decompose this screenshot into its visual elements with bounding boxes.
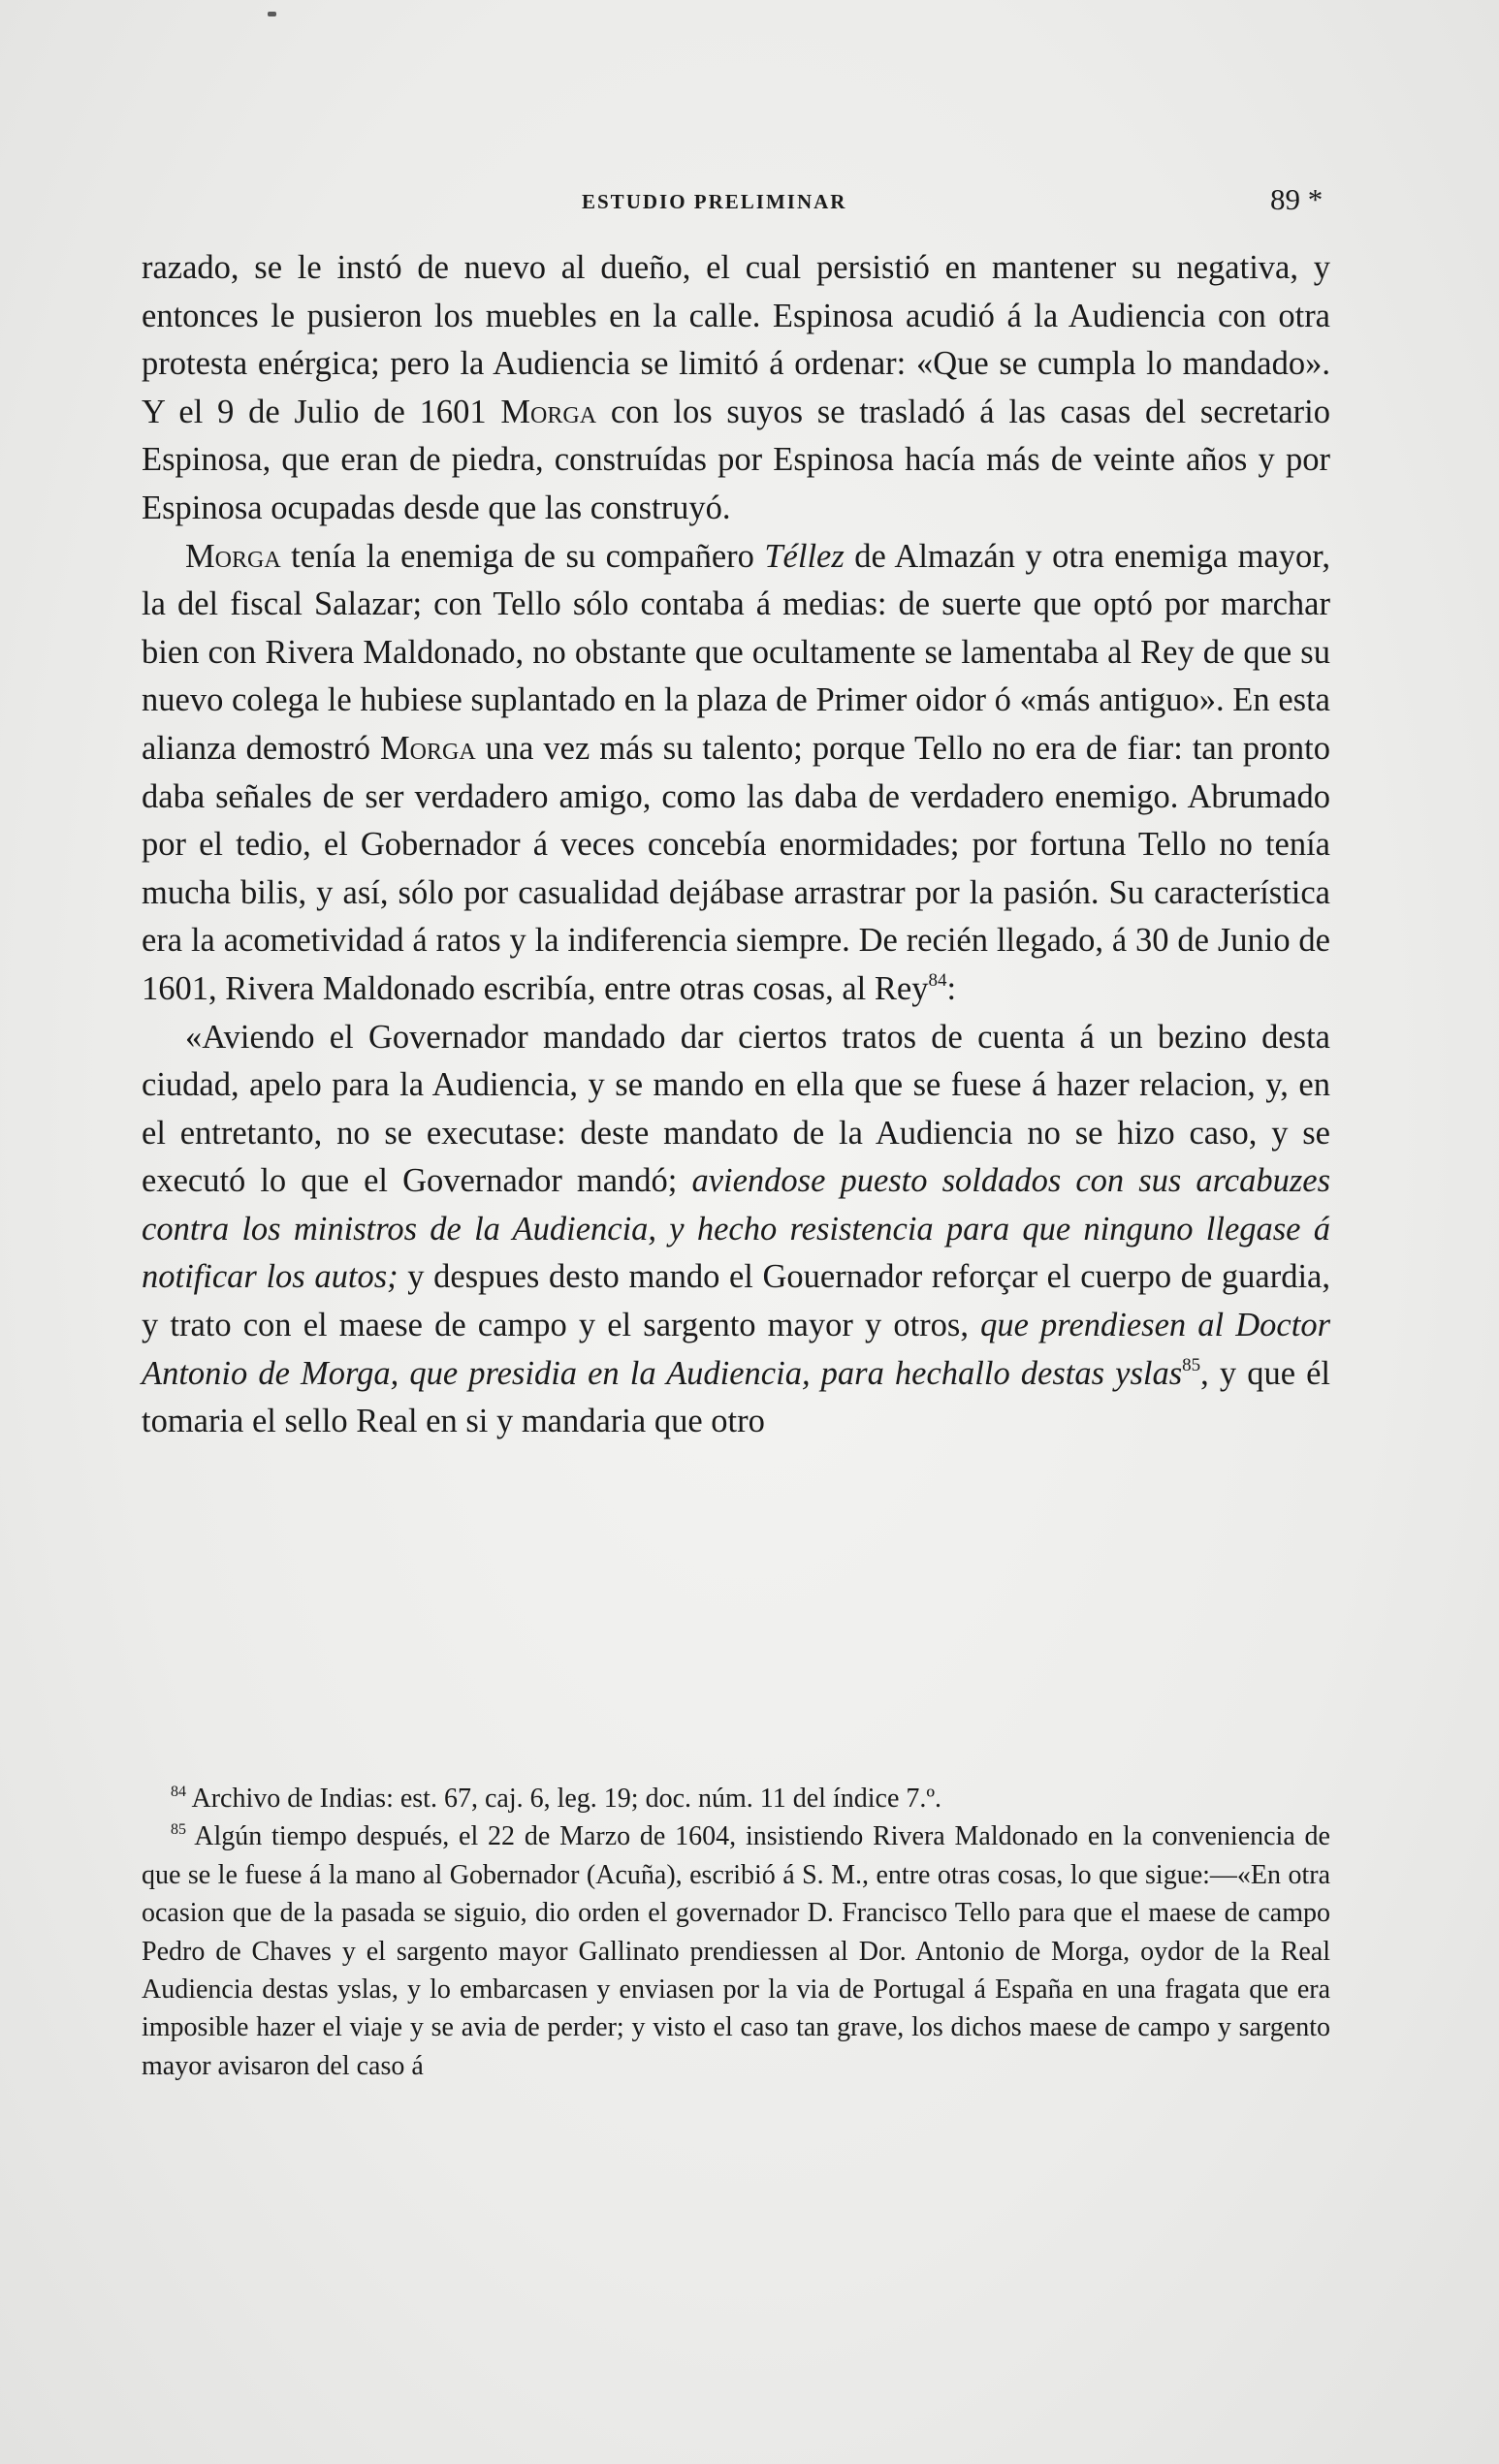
- text-run: de Almazán y otra enemiga mayor, la del fiscal Salazar; con Tello sólo contaba á medias: de suerte que optó por marchar bien con Rivera Maldonado, no obstante que ocultamente se lamentaba al Rey de que su nuevo colega le hubiese suplantado en la plaza de Primer oidor ó «más antiguo». En esta alianza demostró: [142, 537, 1330, 767]
- paragraph-1: [142, 244, 1330, 533]
- paragraph-2: [142, 533, 1330, 1014]
- text-run: , y que él tomaria el sello Real en si y mandaria que otro: [142, 1354, 1330, 1440]
- italic-passage: aviendose puesto soldados con sus arcabuzes contra los ministros de la Audiencia, y hecho resistencia para que ninguno llegase á notificar los autos;: [142, 1162, 1330, 1296]
- main-text: [142, 244, 1330, 1446]
- author-name: Morga: [500, 393, 597, 430]
- ink-speck: [268, 12, 276, 16]
- footnote-ref-85: 85: [1182, 1354, 1201, 1375]
- footnote-number: 85: [171, 1821, 186, 1839]
- text-run: :: [946, 969, 957, 1007]
- text-run: y despues desto mando el Gouernador reforçar el cuerpo de guardia, y trato con el maese de campo y el sargento mayor y otros,: [142, 1258, 1330, 1344]
- footnote-ref-84: 84: [928, 969, 947, 991]
- footnote-text: Algún tiempo después, el 22 de Marzo de 1604, insistiendo Rivera Maldonado en la conveniencia de que se le fuese á la mano al Gobernador (Acuña), escribió á S. M., entre otras cosas, lo que sigue:—«En otra ocasion que de la pasada se siguio, dio orden el governador D. Francisco Tello para que el maese de campo Pedro de Chaves y el sargento mayor Gallinato prendiessen al Dor. Antonio de Morga, oydor de la Real Audiencia destas yslas, y lo embarcasen y enviasen por la via de Portugal á España en una fragata que era imposible hazer el viaje y se avia de perder; y visto el caso tan grave, los dichos maese de campo y sargento mayor avisaron del caso á: [142, 1821, 1330, 2081]
- text-run: razado, se le instó de nuevo al dueño, el cual persistió en mantener su negativa, y entonces le pusieron los muebles en la calle. Espinosa acudió á la Audiencia con otra protesta enérgica; pero la Audiencia se limitó á ordenar: «Que se cumpla lo mandado». Y el 9 de Julio de 1601: [142, 249, 1330, 430]
- text-run: una vez más su talento; porque Tello no era de fiar: tan pronto daba señales de ser verdadero amigo, como las daba de verdadero enemigo. Abrumado por el tedio, el Gobernador á veces concebía enormidades; por fortuna Tello no tenía mucha bilis, y así, sólo por casualidad dejábase arrastrar por la pasión. Su característica era la acometividad á ratos y la indiferencia siempre. De recién llegado, á 30 de Junio de 1601, Rivera Maldonado escribía, entre otras cosas, al Rey: [142, 729, 1330, 1007]
- footnote-number: 84: [171, 1784, 186, 1800]
- author-name: Morga: [185, 537, 281, 575]
- italic-passage: que prendiesen al Doctor Antonio de Morga, que presidia en la Audiencia, para hechallo destas yslas: [142, 1307, 1331, 1392]
- text-run: tenía la enemiga de su compañero: [280, 537, 765, 575]
- text-run: «Aviendo el Governador mandado dar ciertos tratos de cuenta á un bezino desta ciudad, apelo para la Audiencia, y se mando en ella que se fuese á hazer relacion, y, en el entretanto, no se executase: deste mandato de la Audiencia no se hizo caso, y se executó lo que el Governador mandó;: [142, 1018, 1330, 1200]
- paragraph-3-quote: [142, 1014, 1330, 1446]
- author-name: Morga: [380, 729, 476, 767]
- page-number: 89 *: [1270, 182, 1324, 216]
- footnotes: [142, 1780, 1330, 2085]
- footnote-85: [142, 1817, 1330, 2085]
- footnote-text: Archivo de Indias: est. 67, caj. 6, leg. 19; doc. núm. 11 del índice 7.º.: [191, 1784, 942, 1814]
- footnote-84: [142, 1780, 1330, 1817]
- italic-name: Téllez: [764, 537, 845, 575]
- text-run: con los suyos se trasladó á las casas del secretario Espinosa, que eran de piedra, construídas por Espinosa hacía más de veinte años y por Espinosa ocupadas desde que las construyó.: [142, 393, 1330, 526]
- running-head: ESTUDIO PRELIMINAR: [582, 190, 847, 213]
